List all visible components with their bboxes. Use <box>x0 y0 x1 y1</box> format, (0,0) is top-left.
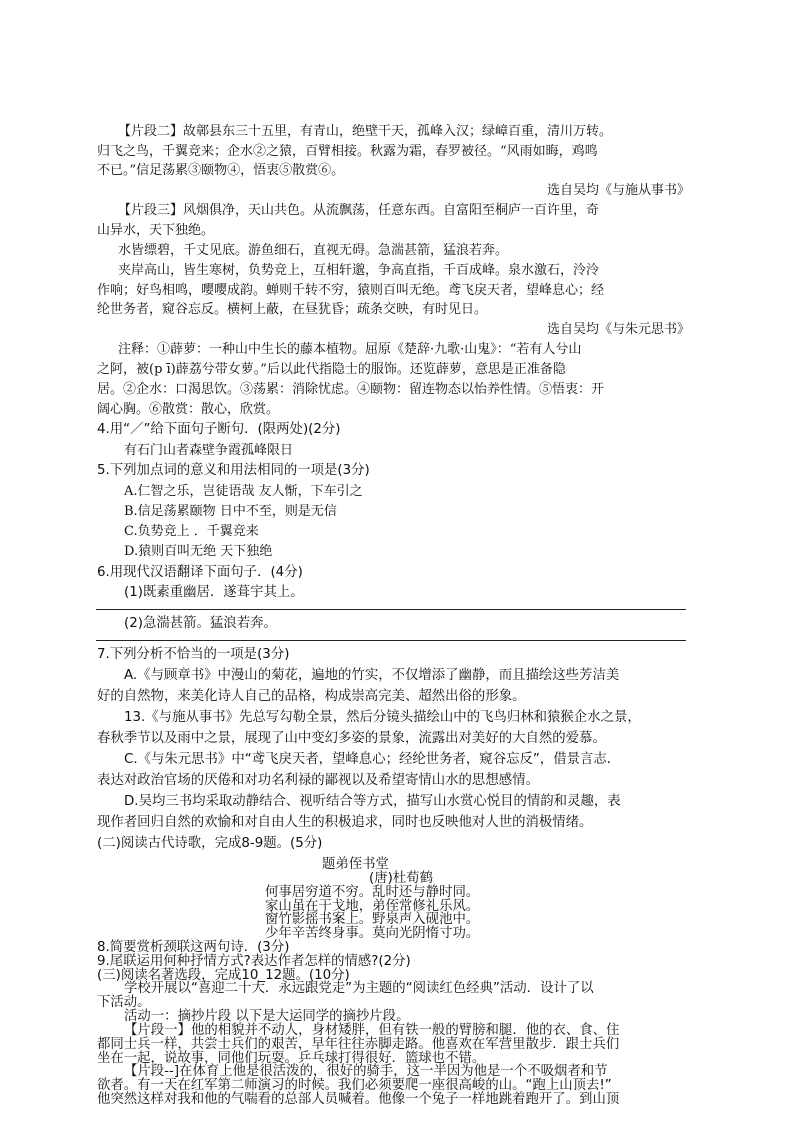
excerpt-two-line1: 【片段--]在体育上他是很活泼的，很好的骑手，这一半因为他是一个不吸烟者和节 <box>124 1064 608 1080</box>
q7-option-d-line1: D.吴均三书均采取动静结合、视听结合等方式，描写山水赏心悦目的情韵和灵趣，表 <box>124 794 621 809</box>
text-line: 归飞之鸟，千翼竞来；企水②之猿，百臂相接。秋露为霜，春罗被径。“风雨如晦，鸡鸣 <box>97 144 598 159</box>
poem-author: (唐)杜荀鹤 <box>369 870 434 886</box>
annotation-line: 之阿，被(p ī)薜荔兮带女萝。”后以此代指隐士的服饰。还览薜萝，意思是正准备隐 <box>97 362 566 377</box>
question-6: 6.用现代汉语翻译下面句子．(4分) <box>97 565 303 580</box>
q7-option-b-line1: 13.《与施从事书》先总写勾勒全景，然后分镜头描绘山中的飞鸟归林和猿猴企水之景， <box>124 710 641 725</box>
question-6-item-2: (2)急湍甚箭。猛浪若奔。 <box>124 616 277 631</box>
option-b: B.信足荡累颐物 日中不至，则是无信 <box>124 504 337 519</box>
text-line: 【片段三】风烟俱净，天山共色。从流飘荡，任意东西。自富阳至桐庐一百许里，奇 <box>118 203 600 218</box>
excerpt-one-line2: 都同士兵一样，共尝士兵们的艰苦，早年往往赤脚走路。他喜欢在军营里散步．跟士兵们 <box>97 1036 620 1052</box>
activity-intro-line2: 下活动。 <box>97 995 151 1011</box>
q7-option-c-line1: C.《与朱元思书》中“鸢飞戾天者，望峰息心；经纶世务者，窥谷忘反”，借景言志． <box>124 752 621 767</box>
question-5: 5.下列加点词的意义和用法相同的一项是(3分) <box>97 463 370 478</box>
section-2-heading: (二)阅读古代诗歌，完成8-9题。(5分) <box>97 836 323 851</box>
text-line: 【片段二】故鄣县东三十五里，有青山，绝壁干天，孤峰入汉；绿嶂百重，清川万转。 <box>118 124 613 139</box>
text-line: 夹岸高山，皆生寒树，负势竞上，互相轩邈，争高直指，千百成峰。泉水激石，泠泠 <box>118 263 600 278</box>
answer-line <box>96 640 686 641</box>
question-8: 8.简要赏析颈联这两句诗．(3分) <box>97 939 290 955</box>
option-c: C.负势竞上 ．千翼竞来 <box>124 524 259 539</box>
text-line: 水皆缥碧，千丈见底。游鱼细石，直视无碍。急湍甚箭，猛浪若奔。 <box>118 243 509 258</box>
q7-option-d-line2: 现作者回归自然的欢愉和对自由人生的积极追求，同时也反映他对人世的消极情绪。 <box>97 815 593 830</box>
q7-option-c-line2: 表达对政治官场的厌倦和对功名利禄的鄙视以及希望寄情山水的思想感情。 <box>97 773 539 788</box>
q7-option-a-line2: 好的自然物，来美化诗人自己的品格，构成崇高完美、超然出俗的形象。 <box>97 689 526 704</box>
activity-intro-line1: 学校开展以“喜迎二十大．永远跟党走”为主题的“阅读红色经典”活动．设计了以 <box>124 981 594 997</box>
question-9: 9.尾联运用何种抒情方式?表达作者怎样的情感?(2分) <box>97 953 411 969</box>
text-line: 作响；好鸟相鸣，嘤嘤成韵。蝉则千转不穷，猿则百叫无绝。鸢飞戾天者，望峰息心；经 <box>97 283 605 298</box>
excerpt-one-line1: 【片段一】他的相貌并不动人，身材矮胖，但有铁一般的臂膀和腿．他的衣、食、住 <box>124 1022 620 1038</box>
option-d: D.猿则百叫无绝 天下独绝 <box>124 544 273 559</box>
activity-one: 活动一：摘抄片段 以下是大运同学的摘抄片段。 <box>124 1009 410 1025</box>
text-line: 纶世务者，窥谷忘反。横柯上蔽，在昼犹昏；疏条交映，有时见日。 <box>97 302 488 317</box>
excerpt-two-line2: 欲者。有一天在红军第二师演习的时候。我们必须要爬一座很高峻的山。“跑上山顶去!” <box>97 1078 612 1094</box>
poem-title: 题弟侄书堂 <box>322 857 389 872</box>
question-4-sentence: 有石门山者森壁争霞孤峰限日 <box>124 443 294 458</box>
poem-line: 何事居穷道不穷。乱时还与静时同。 <box>265 884 480 900</box>
q7-option-b-line2: 春秋季节以及雨中之景，展现了山中变幻多姿的景象，流露出对美好的大自然的爱慕。 <box>97 731 606 746</box>
excerpt-one-line3: 坐在一起，说故事，同他们玩耍。乒乓球打得很好．篮球也不错。 <box>97 1050 486 1066</box>
question-6-item-1: (1)既素重幽居．遂葺宇其上。 <box>124 585 304 600</box>
poem-line: 家山虽在干戈地，弟侄常修礼乐风。 <box>265 898 480 914</box>
q7-option-a-line1: A.《与顾章书》中漫山的菊花，遍地的竹实，不仅增添了幽静，而且描绘这些芳洁美 <box>124 668 620 683</box>
source-citation: 选自吴均《与施从事书》 <box>546 183 690 198</box>
section-3-heading: (三)阅读名著选段，完成10_12题。(10分) <box>97 967 350 983</box>
answer-line <box>96 609 686 610</box>
annotation-line: 居。②企水：口渴思饮。③荡累：消除忧虑。④颐物：留连物态以怡养性情。⑤悟衷：开 <box>97 382 605 397</box>
question-7: 7.下列分析不恰当的一项是(3分) <box>97 647 290 662</box>
question-4: 4.用“／”给下面句子断句．(限两处)(2分) <box>97 422 341 437</box>
poem-line: 少年辛苦终身事。莫向光阴惰寸功。 <box>265 926 480 942</box>
text-line: 不已。”信足荡累③颐物④，悟衷⑤散赏⑥。 <box>97 163 345 178</box>
annotation-line: 阔心胸。⑥散赏：散心，欣赏。 <box>97 402 280 417</box>
text-line: 山异水，天下独绝。 <box>97 223 215 238</box>
poem-line: 窗竹影摇书案上。野泉声入砚池中。 <box>265 912 480 928</box>
source-citation: 选自吴均《与朱元思书》 <box>546 322 690 337</box>
option-a: A.仁智之乐，岂徒语哉 友人惭，下车引之 <box>124 484 363 499</box>
annotation-line: 注释：①薜萝：一种山中生长的藤本植物。屈原《楚辞·九歌·山鬼》：“若有人兮山 <box>118 342 582 357</box>
excerpt-two-line3: 他突然这样对我和他的气喘看的总部人员喊着。他像一个兔子一样地跳着跑开了。到山顶 <box>97 1092 620 1107</box>
